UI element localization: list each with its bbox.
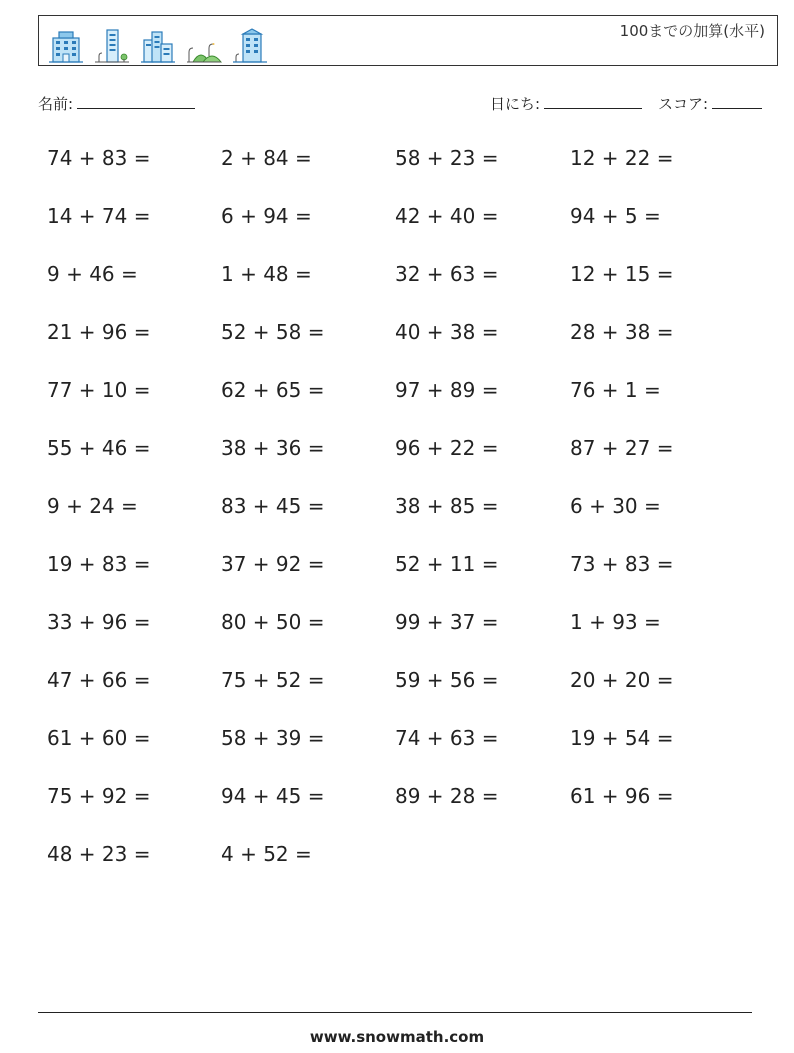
problem-item: 47 + 66 = (47, 668, 151, 692)
problem-item: 89 + 28 = (395, 784, 499, 808)
problem-item: 6 + 94 = (221, 204, 312, 228)
problem-item: 1 + 93 = (570, 610, 661, 634)
problem-item: 73 + 83 = (570, 552, 674, 576)
problem-item: 59 + 56 = (395, 668, 499, 692)
name-label: 名前: (38, 95, 74, 113)
problem-item: 75 + 92 = (47, 784, 151, 808)
problem-item: 52 + 58 = (221, 320, 325, 344)
problem-item: 48 + 23 = (47, 842, 151, 866)
problem-item: 94 + 45 = (221, 784, 325, 808)
date-field (490, 93, 642, 114)
score-blank (712, 94, 762, 109)
problem-item: 38 + 85 = (395, 494, 499, 518)
problem-item: 14 + 74 = (47, 204, 151, 228)
problem-item: 12 + 22 = (570, 146, 674, 170)
header-box (38, 15, 778, 66)
score-label: スコア: (658, 95, 709, 113)
problem-item: 77 + 10 = (47, 378, 151, 402)
problem-item: 19 + 83 = (47, 552, 151, 576)
problem-item: 74 + 83 = (47, 146, 151, 170)
tower-icon (93, 26, 131, 64)
problem-item: 97 + 89 = (395, 378, 499, 402)
problem-item: 87 + 27 = (570, 436, 674, 460)
problem-item: 12 + 15 = (570, 262, 674, 286)
footer-divider (38, 1012, 752, 1013)
problem-item: 37 + 92 = (221, 552, 325, 576)
problem-item: 96 + 22 = (395, 436, 499, 460)
problem-item: 58 + 39 = (221, 726, 325, 750)
problem-item: 58 + 23 = (395, 146, 499, 170)
problem-item: 80 + 50 = (221, 610, 325, 634)
score-field (658, 93, 762, 114)
problem-item: 74 + 63 = (395, 726, 499, 750)
problem-item: 6 + 30 = (570, 494, 661, 518)
problem-item: 32 + 63 = (395, 262, 499, 286)
problem-item: 61 + 96 = (570, 784, 674, 808)
problem-item: 4 + 52 = (221, 842, 312, 866)
problem-item: 94 + 5 = (570, 204, 661, 228)
problem-item: 9 + 46 = (47, 262, 138, 286)
problem-item: 40 + 38 = (395, 320, 499, 344)
problem-item: 52 + 11 = (395, 552, 499, 576)
city-icon (139, 26, 177, 64)
problem-item: 28 + 38 = (570, 320, 674, 344)
problem-item: 19 + 54 = (570, 726, 674, 750)
problem-item: 83 + 45 = (221, 494, 325, 518)
building-icon (47, 26, 85, 64)
problem-item: 21 + 96 = (47, 320, 151, 344)
problem-item: 76 + 1 = (570, 378, 661, 402)
name-blank (77, 94, 195, 109)
park-icon (185, 26, 223, 64)
worksheet-title: 100までの加算(水平) (619, 22, 765, 40)
office-icon (231, 26, 269, 64)
header-icons (47, 24, 269, 64)
problem-item: 99 + 37 = (395, 610, 499, 634)
footer-url: www.snowmath.com (309, 1028, 485, 1046)
problem-item: 55 + 46 = (47, 436, 151, 460)
problem-item: 75 + 52 = (221, 668, 325, 692)
problem-item: 20 + 20 = (570, 668, 674, 692)
date-blank (544, 94, 642, 109)
problem-item: 42 + 40 = (395, 204, 499, 228)
problem-item: 62 + 65 = (221, 378, 325, 402)
date-label: 日にち: (490, 95, 541, 113)
problem-item: 9 + 24 = (47, 494, 138, 518)
problem-item: 61 + 60 = (47, 726, 151, 750)
problem-item: 2 + 84 = (221, 146, 312, 170)
problem-item: 33 + 96 = (47, 610, 151, 634)
problem-item: 38 + 36 = (221, 436, 325, 460)
name-field (38, 93, 195, 114)
problem-item: 1 + 48 = (221, 262, 312, 286)
